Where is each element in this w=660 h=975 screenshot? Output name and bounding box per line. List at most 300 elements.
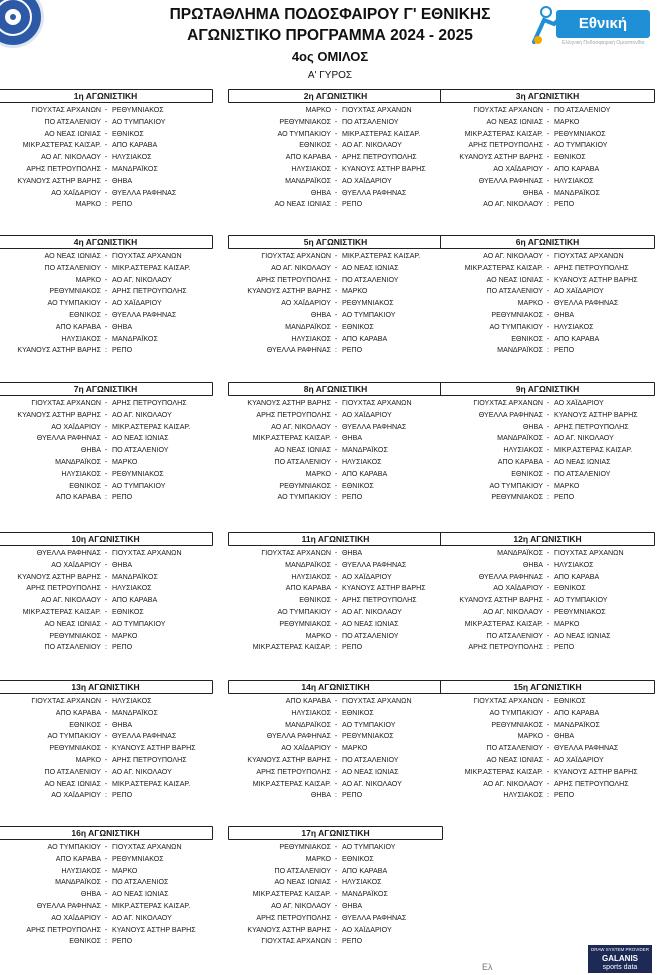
round-block	[0, 89, 213, 211]
away-team: ΡΕΠΟ	[554, 493, 575, 502]
separator: -	[546, 708, 550, 717]
away-team: ΑΟ ΑΓ. ΝΙΚΟΛΑΟΥ	[112, 767, 172, 776]
separator: -	[334, 188, 338, 197]
round-block	[0, 532, 213, 654]
away-team: ΑΟ ΤΥΜΠΑΚΙΟΥ	[342, 720, 396, 729]
home-team: ΡΕΘΥΜΝΙΑΚΟΣ	[491, 720, 543, 729]
separator: -	[334, 866, 338, 875]
away-team: ΜΑΝΔΡΑΪΚΟΣ	[112, 334, 158, 343]
away-team: ΑΟ ΤΥΜΠΑΚΙΟΥ	[112, 117, 166, 126]
match-row	[0, 631, 213, 643]
away-team: ΗΛΥΣΙΑΚΟΣ	[112, 697, 152, 705]
match-row	[228, 457, 443, 469]
separator: :	[335, 791, 337, 800]
away-team: ΡΕΠΟ	[112, 791, 133, 800]
match-row	[0, 445, 213, 457]
match-row	[0, 164, 213, 176]
home-team: ΡΕΘΥΜΝΙΑΚΟΣ	[49, 631, 101, 640]
away-team: ΓΙΟΥΧΤΑΣ ΑΡΧΑΝΩΝ	[554, 549, 624, 557]
match-row	[228, 105, 443, 117]
home-team: ΘΥΕΛΛΑ ΡΑΦΗΝΑΣ	[478, 410, 543, 419]
separator: -	[334, 878, 338, 887]
match-row	[440, 595, 655, 607]
match-row	[228, 164, 443, 176]
separator: -	[546, 153, 550, 162]
away-team: ΕΘΝΙΚΟΣ	[112, 607, 144, 616]
round-title: 16η ΑΓΩΝΙΣΤΙΚΗ	[0, 826, 213, 840]
match-row	[228, 548, 443, 560]
separator: -	[334, 129, 338, 138]
home-team: ΚΥΑΝΟΥΣ ΑΣΤΗΡ ΒΑΡΗΣ	[17, 176, 101, 185]
separator: -	[546, 252, 550, 260]
away-team: ΘΗΒΑ	[112, 176, 133, 185]
match-row	[228, 275, 443, 287]
away-team: ΡΕΠΟ	[342, 937, 363, 946]
separator: -	[334, 299, 338, 308]
home-team: ΜΙΚΡ.ΑΣΤΕΡΑΣ ΚΑΙΣΑΡ.	[252, 643, 331, 652]
separator: -	[104, 176, 108, 185]
home-team: ΑΟ ΑΓ. ΝΙΚΟΛΑΟΥ	[483, 779, 543, 788]
match-row	[228, 572, 443, 584]
separator: -	[104, 275, 108, 284]
home-team: ΘΥΕΛΛΑ ΡΑΦΗΝΑΣ	[36, 901, 101, 910]
separator: -	[334, 153, 338, 162]
match-row	[228, 286, 443, 298]
away-team: ΡΕΠΟ	[342, 493, 363, 502]
home-team: ΜΑΝΔΡΑΪΚΟΣ	[285, 322, 331, 331]
match-row	[228, 696, 443, 708]
separator: :	[547, 200, 549, 209]
match-row	[440, 433, 655, 445]
match-row	[228, 422, 443, 434]
match-row	[228, 607, 443, 619]
away-team: ΜΙΚΡ.ΑΣΤΕΡΑΣ ΚΑΙΣΑΡ.	[342, 129, 421, 138]
separator: :	[105, 791, 107, 800]
match-row	[440, 286, 655, 298]
home-team: ΑΟ ΝΕΑΣ ΙΩΝΙΑΣ	[486, 275, 543, 284]
separator: -	[546, 334, 550, 343]
away-team: ΕΘΝΙΚΟΣ	[554, 697, 586, 705]
separator: -	[546, 619, 550, 628]
away-team: ΕΘΝΙΚΟΣ	[554, 584, 586, 593]
separator: :	[105, 643, 107, 652]
match-row	[440, 457, 655, 469]
separator: -	[546, 322, 550, 331]
home-team: ΑΟ ΧΑΪΔΑΡΙΟΥ	[51, 913, 101, 922]
away-team: ΜΑΡΚΟ	[342, 744, 368, 753]
home-team: ΑΟ ΝΕΑΣ ΙΩΝΙΑΣ	[486, 117, 543, 126]
separator: -	[104, 843, 108, 851]
away-team: ΜΑΝΔΡΑΪΚΟΣ	[554, 720, 600, 729]
home-team: ΕΘΝΙΚΟΣ	[69, 481, 101, 490]
away-team: ΘΗΒΑ	[342, 549, 363, 557]
home-team: ΕΘΝΙΚΟΣ	[511, 334, 543, 343]
home-team: ΡΕΘΥΜΝΙΑΚΟΣ	[279, 481, 331, 490]
away-team: ΑΟ ΝΕΑΣ ΙΩΝΙΑΣ	[554, 457, 611, 466]
separator: -	[104, 596, 108, 605]
bye-row	[228, 642, 443, 654]
away-team: ΘΗΒΑ	[342, 901, 363, 910]
match-row	[440, 298, 655, 310]
away-team: ΡΕΠΟ	[554, 200, 575, 209]
match-row	[440, 631, 655, 643]
away-team: ΑΡΗΣ ΠΕΤΡΟΥΠΟΛΗΣ	[112, 399, 187, 407]
away-team: ΘΗΒΑ	[112, 560, 133, 569]
home-team: ΑΟ ΑΓ. ΝΙΚΟΛΑΟΥ	[483, 200, 543, 209]
home-team: ΜΑΝΔΡΑΪΚΟΣ	[497, 346, 543, 355]
match-row	[440, 696, 655, 708]
separator: :	[335, 200, 337, 209]
round-block	[228, 826, 443, 948]
group-title: 4ος ΟΜΙΛΟΣ	[291, 49, 369, 64]
match-row	[228, 310, 443, 322]
match-row	[0, 925, 213, 937]
away-team: ΓΙΟΥΧΤΑΣ ΑΡΧΑΝΩΝ	[342, 106, 412, 114]
match-row	[228, 322, 443, 334]
match-row	[0, 743, 213, 755]
away-team: ΜΑΡΚΟ	[554, 117, 580, 126]
match-row	[0, 286, 213, 298]
match-row	[440, 152, 655, 164]
away-team: ΗΛΥΣΙΑΚΟΣ	[342, 457, 382, 466]
match-row	[0, 755, 213, 767]
home-team: ΑΟ ΤΥΜΠΑΚΙΟΥ	[489, 481, 543, 490]
away-team: ΑΟ ΝΕΑΣ ΙΩΝΙΑΣ	[112, 890, 169, 899]
home-team: ΑΠΟ ΚΑΡΑΒΑ	[285, 153, 331, 162]
sponsor-line-1: DRAW SYSTEM PROVIDER	[590, 947, 650, 952]
sponsor-line-2: GALANIS	[602, 954, 638, 963]
home-team: ΘΗΒΑ	[310, 791, 331, 800]
separator: -	[334, 164, 338, 173]
separator: -	[104, 106, 108, 114]
match-row	[228, 129, 443, 141]
match-row	[0, 129, 213, 141]
away-team: ΑΟ ΑΓ. ΝΙΚΟΛΑΟΥ	[554, 434, 614, 443]
match-row	[440, 310, 655, 322]
home-team: ΘΥΕΛΛΑ ΡΑΦΗΝΑΣ	[36, 549, 101, 557]
home-team: ΑΡΗΣ ΠΕΤΡΟΥΠΟΛΗΣ	[26, 164, 101, 173]
round-block	[440, 532, 655, 654]
home-team: ΠΟ ΑΤΣΑΛΕΝΙΟΥ	[44, 263, 101, 272]
round-title: 1η ΑΓΩΝΙΣΤΙΚΗ	[0, 89, 213, 103]
home-team: ΚΥΑΝΟΥΣ ΑΣΤΗΡ ΒΑΡΗΣ	[459, 153, 543, 162]
home-team: ΜΙΚΡ.ΑΣΤΕΡΑΣ ΚΑΙΣΑΡ.	[252, 890, 331, 899]
away-team: ΗΛΥΣΙΑΚΟΣ	[554, 322, 594, 331]
separator: -	[104, 446, 108, 455]
match-row	[440, 548, 655, 560]
home-team: ΜΑΡΚΟ	[75, 200, 101, 209]
away-team: ΑΡΗΣ ΠΕΤΡΟΥΠΟΛΗΣ	[554, 779, 629, 788]
away-team: ΜΙΚΡ.ΑΣΤΕΡΑΣ ΚΑΙΣΑΡ.	[112, 901, 191, 910]
away-team: ΑΠΟ ΚΑΡΑΒΑ	[342, 334, 388, 343]
separator: -	[104, 755, 108, 764]
away-team: ΑΟ ΑΓ. ΝΙΚΟΛΑΟΥ	[112, 913, 172, 922]
home-team: ΑΟ ΧΑΪΔΑΡΙΟΥ	[51, 791, 101, 800]
match-row	[228, 433, 443, 445]
away-team: ΚΥΑΝΟΥΣ ΑΣΤΗΡ ΒΑΡΗΣ	[554, 410, 638, 419]
away-team: ΑΠΟ ΚΑΡΑΒΑ	[342, 469, 388, 478]
home-team: ΑΡΗΣ ΠΕΤΡΟΥΠΟΛΗΣ	[468, 643, 543, 652]
away-team: ΡΕΠΟ	[112, 937, 133, 946]
match-row	[440, 164, 655, 176]
match-row	[228, 398, 443, 410]
separator: -	[546, 287, 550, 296]
home-team: ΠΟ ΑΤΣΑΛΕΝΙΟΥ	[274, 457, 331, 466]
home-team: ΕΘΝΙΚΟΣ	[299, 596, 331, 605]
home-team: ΚΥΑΝΟΥΣ ΑΣΤΗΡ ΒΑΡΗΣ	[247, 399, 331, 407]
separator: -	[334, 925, 338, 934]
away-team: ΜΑΡΚΟ	[112, 457, 138, 466]
match-row	[228, 152, 443, 164]
round-title: 14η ΑΓΩΝΙΣΤΙΚΗ	[228, 680, 443, 694]
match-row	[0, 433, 213, 445]
home-team: ΠΟ ΑΤΣΑΛΕΝΙΟΥ	[44, 767, 101, 776]
home-team: ΜΑΝΔΡΑΪΚΟΣ	[55, 878, 101, 887]
home-team: ΘΥΕΛΛΑ ΡΑΦΗΝΑΣ	[266, 732, 331, 741]
away-team: ΑΡΗΣ ΠΕΤΡΟΥΠΟΛΗΣ	[554, 263, 629, 272]
separator: -	[334, 141, 338, 150]
separator: -	[546, 744, 550, 753]
round-title: 5η ΑΓΩΝΙΣΤΙΚΗ	[228, 235, 443, 249]
separator: -	[334, 901, 338, 910]
home-team: ΘΗΒΑ	[80, 446, 101, 455]
home-team: ΑΠΟ ΚΑΡΑΒΑ	[285, 697, 331, 705]
home-team: ΜΑΝΔΡΑΪΚΟΣ	[285, 720, 331, 729]
home-team: ΜΑΝΔΡΑΪΚΟΣ	[285, 176, 331, 185]
home-team: ΕΘΝΙΚΟΣ	[511, 469, 543, 478]
separator: -	[546, 584, 550, 593]
home-team: ΚΥΑΝΟΥΣ ΑΣΤΗΡ ΒΑΡΗΣ	[459, 596, 543, 605]
separator: -	[334, 310, 338, 319]
match-row	[440, 129, 655, 141]
match-row	[0, 572, 213, 584]
separator: -	[104, 720, 108, 729]
match-row	[440, 607, 655, 619]
separator: -	[546, 446, 550, 455]
match-row	[440, 469, 655, 481]
separator: -	[334, 697, 338, 705]
separator: -	[334, 275, 338, 284]
away-team: ΘΥΕΛΛΑ ΡΑΦΗΝΑΣ	[554, 744, 619, 753]
separator: -	[334, 252, 338, 260]
away-team: ΜΙΚΡ.ΑΣΤΕΡΑΣ ΚΑΙΣΑΡ.	[112, 779, 191, 788]
home-team: ΗΛΥΣΙΑΚΟΣ	[291, 708, 331, 717]
match-row	[440, 767, 655, 779]
match-row	[440, 176, 655, 188]
home-team: ΘΥΕΛΛΑ ΡΑΦΗΝΑΣ	[478, 572, 543, 581]
separator: -	[104, 287, 108, 296]
document-header	[0, 0, 660, 92]
match-row	[0, 854, 213, 866]
separator: -	[546, 469, 550, 478]
separator: -	[334, 446, 338, 455]
match-row	[228, 595, 443, 607]
bye-row	[440, 345, 655, 357]
separator: :	[105, 200, 107, 209]
away-team: ΑΟ ΧΑΪΔΑΡΙΟΥ	[342, 925, 392, 934]
match-row	[440, 188, 655, 200]
away-team: ΚΥΑΝΟΥΣ ΑΣΤΗΡ ΒΑΡΗΣ	[554, 275, 638, 284]
home-team: ΓΙΟΥΧΤΑΣ ΑΡΧΑΝΩΝ	[473, 106, 543, 114]
round-block	[440, 235, 655, 357]
away-team: ΑΟ ΝΕΑΣ ΙΩΝΙΑΣ	[342, 767, 399, 776]
match-row	[0, 767, 213, 779]
home-team: ΚΥΑΝΟΥΣ ΑΣΤΗΡ ΒΑΡΗΣ	[247, 287, 331, 296]
separator: -	[104, 607, 108, 616]
away-team: ΑΠΟ ΚΑΡΑΒΑ	[554, 708, 600, 717]
match-row	[0, 607, 213, 619]
separator: -	[546, 779, 550, 788]
match-row	[440, 105, 655, 117]
away-team: ΗΛΥΣΙΑΚΟΣ	[554, 560, 594, 569]
match-row	[0, 422, 213, 434]
home-team: ΚΥΑΝΟΥΣ ΑΣΤΗΡ ΒΑΡΗΣ	[247, 925, 331, 934]
title-line-1: ΠΡΩΤΑΘΛΗΜΑ ΠΟΔΟΣΦΑΙΡΟΥ Γ' ΕΘΝΙΚΗΣ	[169, 6, 491, 23]
home-team: ΜΑΡΚΟ	[517, 299, 543, 308]
match-row	[440, 275, 655, 287]
away-team: ΑΡΗΣ ΠΕΤΡΟΥΠΟΛΗΣ	[112, 755, 187, 764]
away-team: ΑΟ ΧΑΪΔΑΡΙΟΥ	[554, 399, 604, 407]
home-team: ΜΙΚΡ.ΑΣΤΕΡΑΣ ΚΑΙΣΑΡ.	[464, 129, 543, 138]
round-title: 13η ΑΓΩΝΙΣΤΙΚΗ	[0, 680, 213, 694]
away-team: ΑΟ ΤΥΜΠΑΚΙΟΥ	[342, 843, 396, 851]
separator: -	[546, 129, 550, 138]
round-title: 10η ΑΓΩΝΙΣΤΙΚΗ	[0, 532, 213, 546]
separator: -	[104, 631, 108, 640]
away-team: ΡΕΘΥΜΝΙΑΚΟΣ	[554, 607, 606, 616]
separator: -	[546, 141, 550, 150]
separator: -	[104, 153, 108, 162]
away-team: ΜΑΡΚΟ	[112, 631, 138, 640]
home-team: ΑΟ ΧΑΪΔΑΡΙΟΥ	[493, 584, 543, 593]
home-team: ΘΥΕΛΛΑ ΡΑΦΗΝΑΣ	[36, 434, 101, 443]
home-team: ΑΟ ΑΓ. ΝΙΚΟΛΑΟΥ	[41, 153, 101, 162]
match-row	[0, 866, 213, 878]
away-team: ΑΟ ΤΥΜΠΑΚΙΟΥ	[554, 596, 608, 605]
separator: -	[104, 399, 108, 407]
separator: -	[546, 422, 550, 431]
match-row	[0, 481, 213, 493]
match-row	[228, 720, 443, 732]
separator: -	[334, 572, 338, 581]
away-team: ΘΗΒΑ	[342, 434, 363, 443]
away-team: ΜΑΝΔΡΑΪΚΟΣ	[342, 890, 388, 899]
away-team: ΑΟ ΤΥΜΠΑΚΙΟΥ	[112, 619, 166, 628]
away-team: ΑΟ ΧΑΪΔΑΡΙΟΥ	[342, 176, 392, 185]
match-row	[228, 866, 443, 878]
separator: -	[546, 310, 550, 319]
separator: -	[334, 607, 338, 616]
home-team: ΜΙΚΡ.ΑΣΤΕΡΑΣ ΚΑΙΣΑΡ.	[252, 779, 331, 788]
home-team: ΑΠΟ ΚΑΡΑΒΑ	[497, 457, 543, 466]
match-row	[0, 720, 213, 732]
match-row	[228, 251, 443, 263]
home-team: ΡΕΘΥΜΝΙΑΚΟΣ	[279, 843, 331, 851]
separator: -	[546, 560, 550, 569]
round-block	[0, 826, 213, 948]
separator: :	[105, 493, 107, 502]
separator: :	[335, 643, 337, 652]
separator: -	[104, 890, 108, 899]
away-team: ΜΙΚΡ.ΑΣΤΕΡΑΣ ΚΑΙΣΑΡ.	[342, 252, 421, 260]
home-team: ΡΕΘΥΜΝΙΑΚΟΣ	[49, 744, 101, 753]
away-team: ΕΘΝΙΚΟΣ	[342, 481, 374, 490]
match-row	[228, 176, 443, 188]
separator: -	[546, 117, 550, 126]
away-team: ΡΕΘΥΜΝΙΑΚΟΣ	[112, 106, 164, 114]
away-team: ΑΠΟ ΚΑΡΑΒΑ	[554, 572, 600, 581]
home-team: ΗΛΥΣΙΑΚΟΣ	[291, 334, 331, 343]
round-title: 7η ΑΓΩΝΙΣΤΙΚΗ	[0, 382, 213, 396]
away-team: ΘΥΕΛΛΑ ΡΑΦΗΝΑΣ	[112, 732, 177, 741]
match-row	[440, 251, 655, 263]
home-team: ΘΗΒΑ	[522, 560, 543, 569]
match-row	[440, 140, 655, 152]
away-team: ΑΟ ΤΥΜΠΑΚΙΟΥ	[112, 481, 166, 490]
home-team: ΜΑΝΔΡΑΪΚΟΣ	[285, 560, 331, 569]
round-title: 4η ΑΓΩΝΙΣΤΙΚΗ	[0, 235, 213, 249]
separator: -	[104, 252, 108, 260]
home-team: ΜΑΡΚΟ	[75, 275, 101, 284]
separator: -	[334, 481, 338, 490]
home-team: ΜΑΡΚΟ	[305, 631, 331, 640]
separator: -	[104, 457, 108, 466]
separator: -	[104, 422, 108, 431]
away-team: ΑΟ ΤΥΜΠΑΚΙΟΥ	[554, 141, 608, 150]
match-row	[228, 842, 443, 854]
home-team: ΑΡΗΣ ΠΕΤΡΟΥΠΟΛΗΣ	[256, 913, 331, 922]
home-team: ΑΠΟ ΚΑΡΑΒΑ	[55, 854, 101, 863]
away-team: ΡΕΠΟ	[342, 791, 363, 800]
match-row	[228, 913, 443, 925]
separator: -	[546, 299, 550, 308]
home-team: ΘΗΒΑ	[80, 890, 101, 899]
separator: -	[104, 854, 108, 863]
away-team: ΚΥΑΝΟΥΣ ΑΣΤΗΡ ΒΑΡΗΣ	[112, 744, 196, 753]
away-team: ΓΙΟΥΧΤΑΣ ΑΡΧΑΝΩΝ	[112, 843, 182, 851]
away-team: ΑΟ ΑΓ. ΝΙΚΟΛΑΟΥ	[112, 410, 172, 419]
separator: -	[104, 310, 108, 319]
away-team: ΑΠΟ ΚΑΡΑΒΑ	[112, 596, 158, 605]
home-team: ΜΑΡΚΟ	[75, 755, 101, 764]
bye-row	[440, 790, 655, 802]
home-team: ΡΕΘΥΜΝΙΑΚΟΣ	[491, 310, 543, 319]
away-team: ΕΘΝΙΚΟΣ	[342, 322, 374, 331]
match-row	[0, 410, 213, 422]
home-team: ΜΑΡΚΟ	[305, 854, 331, 863]
home-team: ΓΙΟΥΧΤΑΣ ΑΡΧΑΝΩΝ	[31, 697, 101, 705]
bye-row	[0, 345, 213, 357]
match-row	[228, 925, 443, 937]
away-team: ΚΥΑΝΟΥΣ ΑΣΤΗΡ ΒΑΡΗΣ	[112, 925, 196, 934]
separator: -	[334, 549, 338, 557]
bye-row	[0, 492, 213, 504]
bye-row	[0, 642, 213, 654]
home-team: ΗΛΥΣΙΑΚΟΣ	[503, 446, 543, 455]
away-team: ΡΕΘΥΜΝΙΑΚΟΣ	[342, 732, 394, 741]
round-title: 2η ΑΓΩΝΙΣΤΙΚΗ	[228, 89, 443, 103]
separator: -	[334, 584, 338, 593]
match-row	[0, 457, 213, 469]
away-team: ΑΡΗΣ ΠΕΤΡΟΥΠΟΛΗΣ	[342, 153, 417, 162]
separator: -	[334, 744, 338, 753]
away-team: ΕΘΝΙΚΟΣ	[554, 153, 586, 162]
separator: -	[104, 767, 108, 776]
separator: -	[334, 263, 338, 272]
separator: -	[334, 410, 338, 419]
bye-row	[228, 936, 443, 948]
home-team: ΓΙΟΥΧΤΑΣ ΑΡΧΑΝΩΝ	[31, 106, 101, 114]
